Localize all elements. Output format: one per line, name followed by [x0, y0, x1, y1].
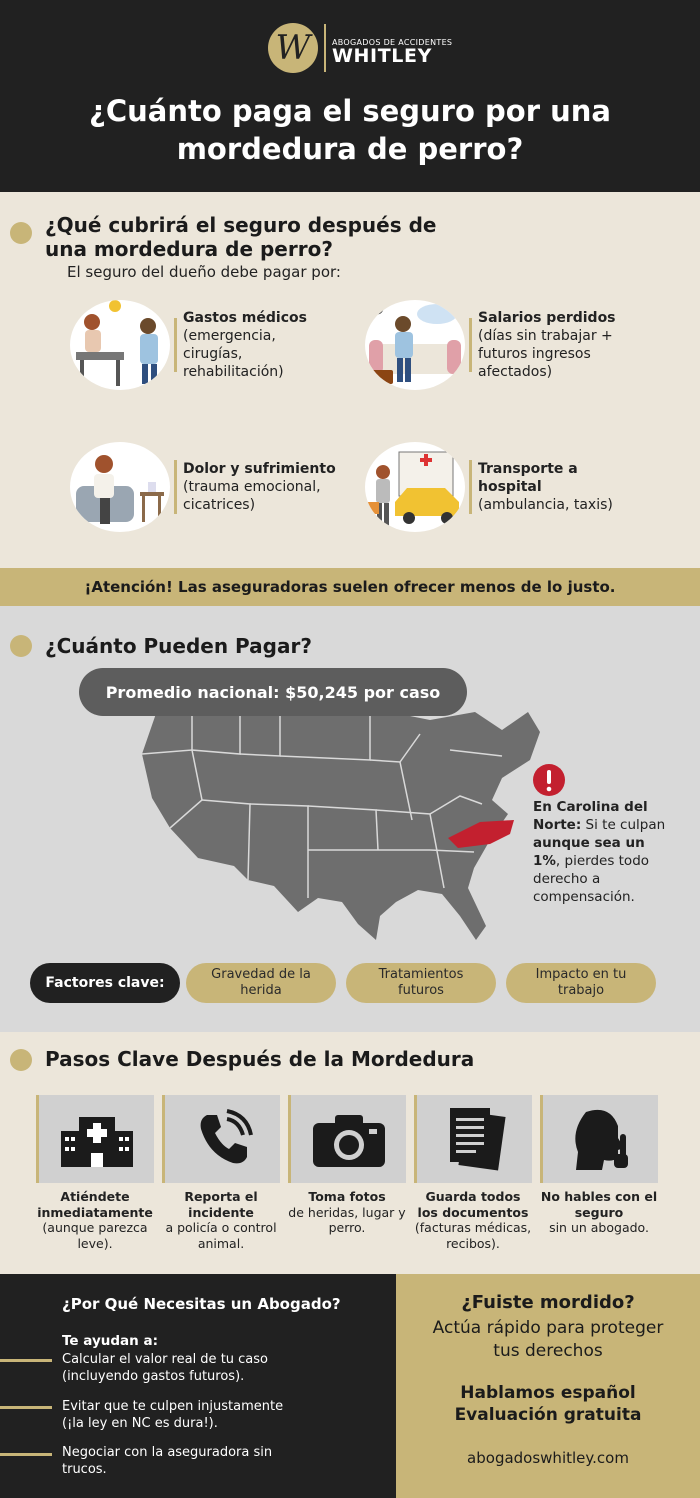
- nc-text: , pierdes todo derecho a compensación.: [533, 853, 650, 905]
- item-title: Salarios perdidos: [478, 310, 616, 326]
- cta-language: Hablamos español: [460, 1383, 636, 1403]
- step-caption: [36, 1189, 154, 1251]
- website-link[interactable]: abogadoswhitley.com: [467, 1449, 629, 1467]
- factor-pill: Gravedad de la herida: [186, 963, 336, 1003]
- item-desc: (días sin trabajar + futuros ingresos afectados): [478, 328, 613, 380]
- step-item: [414, 1095, 532, 1251]
- coverage-item-medical: [70, 300, 313, 390]
- documents-icon: [440, 1104, 510, 1174]
- alert-icon: [532, 763, 566, 797]
- step-caption: [288, 1189, 406, 1236]
- reasons-heading: ¿Por Qué Necesitas un Abogado?: [62, 1295, 341, 1313]
- help-label: Te ayudan a:: [62, 1333, 158, 1349]
- coverage-item-wages: [365, 300, 628, 390]
- step-item: [288, 1095, 406, 1236]
- step-icon-box: [540, 1095, 658, 1183]
- step-bold: Atiéndete inmediatamente: [37, 1189, 153, 1220]
- medical-illustration: [70, 300, 170, 390]
- factor-pill: Tratamientos futuros: [346, 963, 496, 1003]
- bullet-dot: [10, 635, 32, 657]
- nc-title: En Carolina del Norte:: [533, 799, 648, 833]
- cta-free-evaluation: Evaluación gratuita: [454, 1405, 642, 1425]
- cta-question: ¿Fuiste mordido?: [461, 1292, 635, 1313]
- phone-icon: [193, 1109, 253, 1169]
- step-text: a policía o control animal.: [165, 1220, 277, 1251]
- logo-letter: W: [275, 28, 311, 68]
- step-bold: Toma fotos: [308, 1189, 386, 1204]
- reason-item: Calcular el valor real de tu caso (incluyendo gastos futuros).: [62, 1352, 269, 1384]
- call-to-action-panel: [396, 1274, 700, 1498]
- steps-heading: Pasos Clave Después de la Mordedura: [45, 1047, 475, 1071]
- hospital-icon: [57, 1109, 137, 1169]
- coverage-item-pain: [70, 442, 353, 532]
- north-carolina-note: [533, 798, 673, 906]
- step-caption: [414, 1189, 532, 1251]
- step-caption: [540, 1189, 658, 1236]
- nc-bold: aunque sea un 1%: [533, 835, 645, 869]
- reason-item: Evitar que te culpen injustamente (¡la ley en NC es dura!).: [62, 1399, 284, 1431]
- wages-text: [478, 309, 628, 381]
- logo-name: WHITLEY: [332, 45, 432, 67]
- wages-illustration: [365, 300, 465, 390]
- transport-illustration: [365, 442, 465, 532]
- step-text: sin un abogado.: [549, 1220, 649, 1235]
- step-icon-box: [162, 1095, 280, 1183]
- step-item: [36, 1095, 154, 1251]
- item-title: Dolor y sufrimiento: [183, 461, 336, 477]
- step-icon-box: [36, 1095, 154, 1183]
- transport-text: [478, 460, 628, 514]
- step-item: [540, 1095, 658, 1236]
- step-icon-box: [288, 1095, 406, 1183]
- header: [0, 0, 700, 192]
- item-title: Transporte a hospital: [478, 461, 578, 495]
- gold-divider: [469, 318, 472, 372]
- coverage-subheading: El seguro del dueño debe pagar por:: [67, 263, 341, 281]
- gold-divider: [174, 460, 177, 514]
- logo-subtitle: ABOGADOS DE ACCIDENTES: [332, 38, 453, 47]
- page-title: ¿Cuánto paga el seguro por una mordedura de perro?: [89, 94, 611, 166]
- step-bold: Reporta el incidente: [184, 1189, 258, 1220]
- national-average-pill: Promedio nacional: $50,245 por caso: [79, 668, 467, 716]
- gold-bullet-bar: [0, 1406, 52, 1409]
- camera-icon: [309, 1109, 389, 1169]
- medical-text: [183, 309, 313, 381]
- pain-illustration: [70, 442, 170, 532]
- factor-pill: Impacto en tu trabajo: [506, 963, 656, 1003]
- logo-mark: [268, 23, 318, 73]
- factors-label: Factores clave:: [30, 963, 180, 1003]
- item-desc: (emergencia, cirugías, rehabilitación): [183, 328, 284, 380]
- step-icon-box: [414, 1095, 532, 1183]
- bullet-dot: [10, 222, 32, 244]
- coverage-item-transport: [365, 442, 628, 532]
- bullet-dot: [10, 1049, 32, 1071]
- us-map: [130, 690, 550, 945]
- step-item: [162, 1095, 280, 1251]
- coverage-heading: ¿Qué cubrirá el seguro después de una mordedura de perro?: [45, 213, 437, 261]
- reason-item: Negociar con la aseguradora sin trucos.: [62, 1445, 273, 1477]
- step-bold: No hables con el seguro: [540, 1189, 658, 1220]
- warning-banner: ¡Atención! Las aseguradoras suelen ofrecer menos de lo justo.: [0, 568, 700, 606]
- gold-divider: [174, 318, 177, 372]
- silence-icon: [566, 1104, 636, 1174]
- gold-bullet-bar: [0, 1453, 52, 1456]
- pain-text: [183, 460, 353, 514]
- cta-text: Actúa rápido para proteger tus derechos: [432, 1318, 664, 1361]
- step-bold: Guarda todos los documentos: [417, 1189, 529, 1220]
- nc-text: Si te culpan: [581, 817, 666, 833]
- step-caption: [162, 1189, 280, 1251]
- step-text: de heridas, lugar y perro.: [288, 1204, 406, 1235]
- step-text: (facturas médicas, recibos).: [414, 1220, 532, 1251]
- step-text: (aunque parezca leve).: [42, 1220, 148, 1251]
- item-desc: (trauma emocional, cicatrices): [183, 479, 321, 513]
- item-title: Gastos médicos: [183, 310, 307, 326]
- payout-heading: ¿Cuánto Pueden Pagar?: [45, 634, 312, 658]
- gold-divider: [469, 460, 472, 514]
- gold-bullet-bar: [0, 1359, 52, 1362]
- logo-divider: [324, 24, 326, 72]
- item-desc: (ambulancia, taxis): [478, 497, 613, 513]
